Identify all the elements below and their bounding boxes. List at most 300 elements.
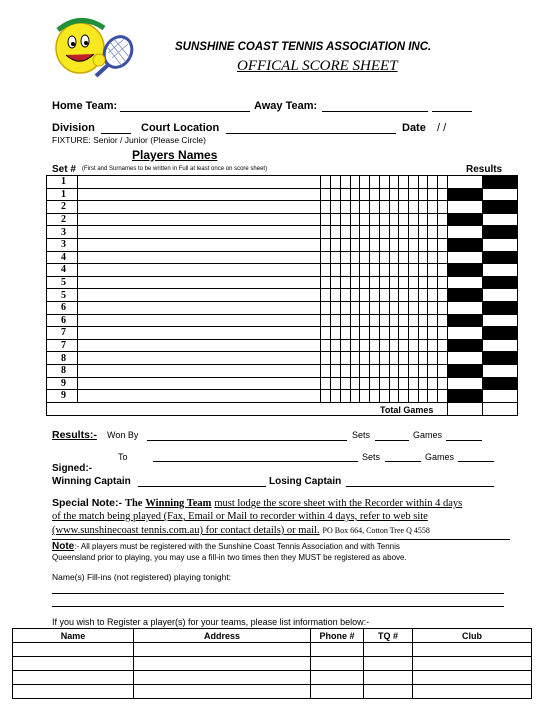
game-score-cell[interactable] [438,364,448,377]
game-score-cell[interactable] [428,276,438,289]
player-name-cell[interactable] [77,364,321,377]
game-score-cell[interactable] [389,226,399,239]
register-cell[interactable] [13,643,134,657]
game-score-cell[interactable] [428,251,438,264]
game-score-cell[interactable] [370,327,380,340]
game-score-cell[interactable] [379,339,389,352]
game-score-cell[interactable] [331,238,341,251]
game-score-cell[interactable] [438,238,448,251]
game-score-cell[interactable] [370,226,380,239]
game-score-cell[interactable] [331,176,341,189]
game-score-cell[interactable] [428,327,438,340]
game-score-cell[interactable] [438,226,448,239]
game-score-cell[interactable] [360,289,370,302]
game-score-cell[interactable] [428,213,438,226]
result-cell[interactable] [482,364,517,377]
total-games-cell[interactable] [482,402,517,415]
game-score-cell[interactable] [331,276,341,289]
game-score-cell[interactable] [399,276,409,289]
game-score-cell[interactable] [438,188,448,201]
result-cell[interactable] [447,188,482,201]
game-score-cell[interactable] [360,327,370,340]
game-score-cell[interactable] [321,364,331,377]
game-score-cell[interactable] [360,390,370,403]
game-score-cell[interactable] [350,352,360,365]
game-score-cell[interactable] [438,264,448,277]
game-score-cell[interactable] [350,377,360,390]
game-score-cell[interactable] [321,188,331,201]
game-score-cell[interactable] [379,276,389,289]
game-score-cell[interactable] [340,188,350,201]
game-score-cell[interactable] [331,364,341,377]
game-score-cell[interactable] [331,289,341,302]
register-cell[interactable] [413,671,532,685]
result-cell[interactable] [482,327,517,340]
game-score-cell[interactable] [438,327,448,340]
game-score-cell[interactable] [340,390,350,403]
game-score-cell[interactable] [379,301,389,314]
register-cell[interactable] [364,685,413,699]
game-score-cell[interactable] [438,314,448,327]
result-cell[interactable] [482,201,517,214]
game-score-cell[interactable] [331,188,341,201]
game-score-cell[interactable] [428,176,438,189]
game-score-cell[interactable] [399,201,409,214]
game-score-cell[interactable] [399,390,409,403]
game-score-cell[interactable] [340,213,350,226]
game-score-cell[interactable] [340,226,350,239]
game-score-cell[interactable] [350,390,360,403]
game-score-cell[interactable] [379,213,389,226]
result-cell[interactable] [482,352,517,365]
sets-field-2[interactable] [385,461,421,462]
game-score-cell[interactable] [399,364,409,377]
game-score-cell[interactable] [321,289,331,302]
game-score-cell[interactable] [409,213,419,226]
to-field[interactable] [153,461,358,462]
register-cell[interactable] [134,643,311,657]
game-score-cell[interactable] [438,276,448,289]
register-cell[interactable] [364,671,413,685]
game-score-cell[interactable] [360,176,370,189]
game-score-cell[interactable] [340,301,350,314]
result-cell[interactable] [482,314,517,327]
game-score-cell[interactable] [379,352,389,365]
game-score-cell[interactable] [321,264,331,277]
game-score-cell[interactable] [321,251,331,264]
game-score-cell[interactable] [418,327,428,340]
register-cell[interactable] [364,643,413,657]
game-score-cell[interactable] [350,327,360,340]
game-score-cell[interactable] [389,201,399,214]
game-score-cell[interactable] [340,289,350,302]
result-cell[interactable] [447,251,482,264]
game-score-cell[interactable] [389,377,399,390]
game-score-cell[interactable] [428,238,438,251]
game-score-cell[interactable] [321,213,331,226]
game-score-cell[interactable] [399,352,409,365]
game-score-cell[interactable] [321,238,331,251]
game-score-cell[interactable] [399,188,409,201]
player-name-cell[interactable] [77,188,321,201]
game-score-cell[interactable] [409,352,419,365]
register-cell[interactable] [311,671,364,685]
result-cell[interactable] [447,276,482,289]
game-score-cell[interactable] [350,238,360,251]
game-score-cell[interactable] [379,226,389,239]
game-score-cell[interactable] [389,289,399,302]
game-score-cell[interactable] [418,377,428,390]
player-name-cell[interactable] [77,327,321,340]
game-score-cell[interactable] [370,276,380,289]
register-cell[interactable] [311,643,364,657]
game-score-cell[interactable] [331,226,341,239]
game-score-cell[interactable] [418,289,428,302]
game-score-cell[interactable] [340,352,350,365]
game-score-cell[interactable] [379,289,389,302]
game-score-cell[interactable] [389,339,399,352]
result-cell[interactable] [482,339,517,352]
game-score-cell[interactable] [379,264,389,277]
game-score-cell[interactable] [428,301,438,314]
game-score-cell[interactable] [399,238,409,251]
game-score-cell[interactable] [389,301,399,314]
game-score-cell[interactable] [409,276,419,289]
result-cell[interactable] [482,301,517,314]
game-score-cell[interactable] [389,176,399,189]
game-score-cell[interactable] [370,264,380,277]
game-score-cell[interactable] [438,390,448,403]
game-score-cell[interactable] [399,339,409,352]
game-score-cell[interactable] [418,226,428,239]
result-cell[interactable] [447,377,482,390]
result-cell[interactable] [447,339,482,352]
player-name-cell[interactable] [77,352,321,365]
game-score-cell[interactable] [331,377,341,390]
game-score-cell[interactable] [321,390,331,403]
game-score-cell[interactable] [428,226,438,239]
game-score-cell[interactable] [379,327,389,340]
result-cell[interactable] [482,176,517,189]
game-score-cell[interactable] [370,201,380,214]
result-cell[interactable] [482,213,517,226]
game-score-cell[interactable] [399,176,409,189]
game-score-cell[interactable] [428,289,438,302]
game-score-cell[interactable] [370,301,380,314]
game-score-cell[interactable] [321,226,331,239]
game-score-cell[interactable] [321,327,331,340]
game-score-cell[interactable] [370,188,380,201]
game-score-cell[interactable] [409,301,419,314]
game-score-cell[interactable] [350,289,360,302]
game-score-cell[interactable] [428,390,438,403]
game-score-cell[interactable] [409,364,419,377]
game-score-cell[interactable] [331,201,341,214]
game-score-cell[interactable] [370,314,380,327]
player-name-cell[interactable] [77,339,321,352]
game-score-cell[interactable] [409,238,419,251]
game-score-cell[interactable] [331,301,341,314]
game-score-cell[interactable] [409,201,419,214]
game-score-cell[interactable] [321,276,331,289]
game-score-cell[interactable] [350,176,360,189]
game-score-cell[interactable] [370,390,380,403]
game-score-cell[interactable] [331,264,341,277]
game-score-cell[interactable] [340,339,350,352]
game-score-cell[interactable] [340,314,350,327]
game-score-cell[interactable] [438,201,448,214]
game-score-cell[interactable] [340,176,350,189]
player-name-cell[interactable] [77,276,321,289]
game-score-cell[interactable] [331,390,341,403]
game-score-cell[interactable] [331,213,341,226]
game-score-cell[interactable] [350,251,360,264]
game-score-cell[interactable] [321,176,331,189]
game-score-cell[interactable] [409,377,419,390]
game-score-cell[interactable] [389,213,399,226]
game-score-cell[interactable] [389,327,399,340]
result-cell[interactable] [447,327,482,340]
game-score-cell[interactable] [340,377,350,390]
player-name-cell[interactable] [77,238,321,251]
register-cell[interactable] [311,657,364,671]
game-score-cell[interactable] [340,276,350,289]
game-score-cell[interactable] [360,251,370,264]
result-cell[interactable] [482,264,517,277]
game-score-cell[interactable] [360,314,370,327]
game-score-cell[interactable] [438,339,448,352]
game-score-cell[interactable] [370,352,380,365]
game-score-cell[interactable] [418,251,428,264]
game-score-cell[interactable] [389,238,399,251]
game-score-cell[interactable] [360,276,370,289]
register-cell[interactable] [134,671,311,685]
game-score-cell[interactable] [438,377,448,390]
away-team-field[interactable] [322,111,428,112]
game-score-cell[interactable] [399,314,409,327]
game-score-cell[interactable] [331,314,341,327]
game-score-cell[interactable] [360,201,370,214]
result-cell[interactable] [482,289,517,302]
game-score-cell[interactable] [340,251,350,264]
game-score-cell[interactable] [370,238,380,251]
game-score-cell[interactable] [360,264,370,277]
result-cell[interactable] [447,176,482,189]
game-score-cell[interactable] [350,201,360,214]
result-cell[interactable] [482,188,517,201]
game-score-cell[interactable] [418,301,428,314]
game-score-cell[interactable] [379,201,389,214]
game-score-cell[interactable] [418,238,428,251]
game-score-cell[interactable] [360,238,370,251]
game-score-cell[interactable] [389,188,399,201]
register-cell[interactable] [134,685,311,699]
player-name-cell[interactable] [77,301,321,314]
game-score-cell[interactable] [321,301,331,314]
game-score-cell[interactable] [399,264,409,277]
game-score-cell[interactable] [428,377,438,390]
result-cell[interactable] [482,377,517,390]
register-cell[interactable] [13,671,134,685]
player-name-cell[interactable] [77,176,321,189]
game-score-cell[interactable] [331,352,341,365]
game-score-cell[interactable] [409,314,419,327]
game-score-cell[interactable] [438,352,448,365]
register-cell[interactable] [364,657,413,671]
game-score-cell[interactable] [379,377,389,390]
result-cell[interactable] [447,264,482,277]
result-cell[interactable] [447,289,482,302]
losing-captain-field[interactable] [346,486,494,487]
game-score-cell[interactable] [438,213,448,226]
game-score-cell[interactable] [360,364,370,377]
game-score-cell[interactable] [350,188,360,201]
game-score-cell[interactable] [350,339,360,352]
game-score-cell[interactable] [321,377,331,390]
game-score-cell[interactable] [399,226,409,239]
division-field[interactable] [101,133,131,134]
result-cell[interactable] [447,201,482,214]
game-score-cell[interactable] [350,276,360,289]
game-score-cell[interactable] [360,226,370,239]
court-location-field[interactable] [226,133,396,134]
result-cell[interactable] [482,390,517,403]
player-name-cell[interactable] [77,213,321,226]
game-score-cell[interactable] [340,238,350,251]
game-score-cell[interactable] [428,314,438,327]
game-score-cell[interactable] [409,176,419,189]
game-score-cell[interactable] [418,213,428,226]
game-score-cell[interactable] [428,352,438,365]
game-score-cell[interactable] [418,188,428,201]
game-score-cell[interactable] [428,188,438,201]
game-score-cell[interactable] [409,289,419,302]
games-field[interactable] [446,440,482,441]
game-score-cell[interactable] [331,251,341,264]
result-cell[interactable] [482,238,517,251]
game-score-cell[interactable] [379,238,389,251]
game-score-cell[interactable] [350,301,360,314]
game-score-cell[interactable] [399,327,409,340]
game-score-cell[interactable] [370,364,380,377]
game-score-cell[interactable] [360,213,370,226]
result-cell[interactable] [447,238,482,251]
game-score-cell[interactable] [321,339,331,352]
player-name-cell[interactable] [77,390,321,403]
game-score-cell[interactable] [389,352,399,365]
home-team-field[interactable] [120,111,250,112]
winning-captain-field[interactable] [138,486,266,487]
game-score-cell[interactable] [340,264,350,277]
sets-field[interactable] [375,440,409,441]
result-cell[interactable] [447,226,482,239]
game-score-cell[interactable] [409,339,419,352]
register-cell[interactable] [134,657,311,671]
game-score-cell[interactable] [379,176,389,189]
game-score-cell[interactable] [389,264,399,277]
register-cell[interactable] [311,685,364,699]
game-score-cell[interactable] [409,226,419,239]
register-cell[interactable] [413,685,532,699]
player-name-cell[interactable] [77,289,321,302]
fill-ins-line-2[interactable] [52,606,504,607]
game-score-cell[interactable] [370,339,380,352]
game-score-cell[interactable] [331,339,341,352]
game-score-cell[interactable] [418,264,428,277]
result-cell[interactable] [447,352,482,365]
game-score-cell[interactable] [350,226,360,239]
game-score-cell[interactable] [360,188,370,201]
game-score-cell[interactable] [438,251,448,264]
game-score-cell[interactable] [399,251,409,264]
game-score-cell[interactable] [350,264,360,277]
game-score-cell[interactable] [418,390,428,403]
game-score-cell[interactable] [360,352,370,365]
result-cell[interactable] [447,213,482,226]
fill-ins-line-1[interactable] [52,593,504,594]
game-score-cell[interactable] [340,327,350,340]
game-score-cell[interactable] [370,213,380,226]
game-score-cell[interactable] [389,276,399,289]
game-score-cell[interactable] [370,176,380,189]
game-score-cell[interactable] [418,201,428,214]
away-team-field-2[interactable] [432,111,472,112]
game-score-cell[interactable] [438,289,448,302]
game-score-cell[interactable] [331,327,341,340]
game-score-cell[interactable] [389,390,399,403]
game-score-cell[interactable] [321,352,331,365]
game-score-cell[interactable] [409,264,419,277]
player-name-cell[interactable] [77,251,321,264]
game-score-cell[interactable] [418,364,428,377]
player-name-cell[interactable] [77,201,321,214]
game-score-cell[interactable] [399,213,409,226]
game-score-cell[interactable] [350,213,360,226]
game-score-cell[interactable] [370,377,380,390]
game-score-cell[interactable] [409,327,419,340]
register-cell[interactable] [13,685,134,699]
game-score-cell[interactable] [438,301,448,314]
game-score-cell[interactable] [409,390,419,403]
result-cell[interactable] [447,390,482,403]
result-cell[interactable] [482,276,517,289]
player-name-cell[interactable] [77,264,321,277]
games-field-2[interactable] [458,461,494,462]
game-score-cell[interactable] [428,364,438,377]
game-score-cell[interactable] [379,364,389,377]
game-score-cell[interactable] [379,314,389,327]
game-score-cell[interactable] [428,339,438,352]
game-score-cell[interactable] [418,276,428,289]
player-name-cell[interactable] [77,226,321,239]
game-score-cell[interactable] [418,352,428,365]
register-cell[interactable] [413,643,532,657]
register-cell[interactable] [413,657,532,671]
game-score-cell[interactable] [409,251,419,264]
result-cell[interactable] [447,301,482,314]
player-name-cell[interactable] [77,377,321,390]
game-score-cell[interactable] [399,289,409,302]
game-score-cell[interactable] [360,377,370,390]
result-cell[interactable] [482,251,517,264]
game-score-cell[interactable] [399,301,409,314]
game-score-cell[interactable] [409,188,419,201]
game-score-cell[interactable] [379,390,389,403]
game-score-cell[interactable] [428,264,438,277]
game-score-cell[interactable] [379,188,389,201]
won-by-field[interactable] [147,440,347,441]
game-score-cell[interactable] [350,364,360,377]
